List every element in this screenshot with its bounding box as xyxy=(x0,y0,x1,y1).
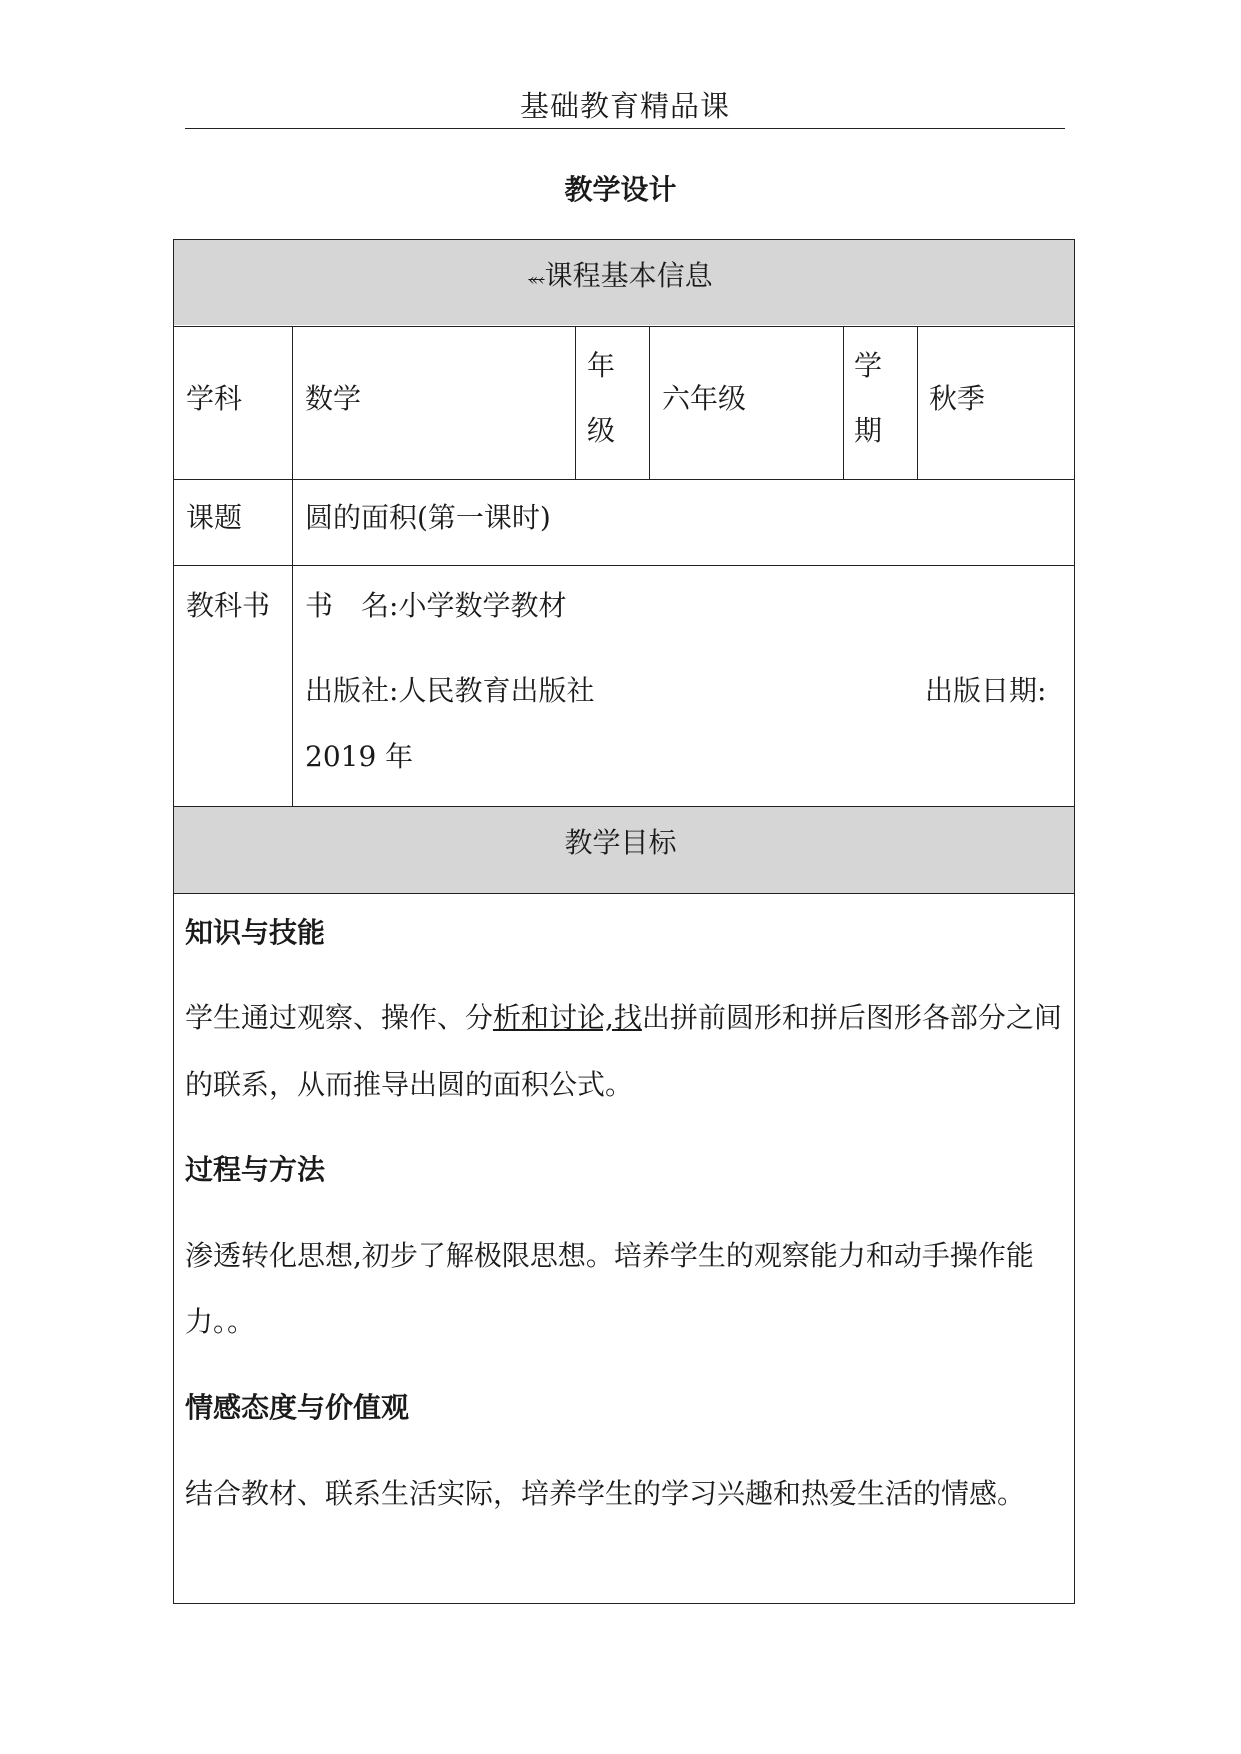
page-header: 基础教育精品课 xyxy=(519,89,730,123)
book-name-value: 小学数学教材 xyxy=(398,589,567,622)
knowledge-text-c: 出拼前圆形和拼后图形各部分之间 xyxy=(641,1001,1062,1034)
process-text-line-1: 渗透转化思想,初步了解极限思想。培养学生的观察能力和动手操作能 xyxy=(185,1239,1034,1272)
knowledge-title: 知识与技能 xyxy=(185,916,326,949)
process-text-line-2: 力。。 xyxy=(185,1305,256,1338)
knowledge-text-underlined: 析和讨论,找 xyxy=(493,1001,642,1034)
row-divider xyxy=(173,479,1075,480)
row-divider xyxy=(173,893,1075,894)
term-label-bottom: 期 xyxy=(854,414,883,447)
emotion-text: 结合教材、联系生活实际，培养学生的学习兴趣和热爱生活的情感。 xyxy=(185,1477,1026,1510)
objectives-heading: 教学目标 xyxy=(564,826,677,859)
course-info-heading-text: 课程基本信息 xyxy=(544,259,713,292)
subject-label: 学科 xyxy=(186,382,243,415)
course-info-heading xyxy=(0,254,1241,294)
textbook-label: 教科书 xyxy=(186,589,271,622)
row-divider xyxy=(173,565,1075,566)
heading-mark: «‹ xyxy=(528,270,545,289)
term-label-top: 学 xyxy=(854,349,883,382)
term-value: 秋季 xyxy=(929,382,986,415)
emotion-title: 情感态度与价值观 xyxy=(185,1391,410,1424)
row-divider xyxy=(173,806,1075,807)
knowledge-text-line-2: 的联系，从而推导出圆的面积公式。 xyxy=(185,1068,634,1101)
document-title: 教学设计 xyxy=(564,173,677,206)
publisher-value: 人民教育出版社 xyxy=(398,674,595,707)
grade-label-bottom: 级 xyxy=(587,414,616,447)
process-title: 过程与方法 xyxy=(185,1153,326,1186)
subject-value: 数学 xyxy=(305,382,362,415)
row-divider xyxy=(173,326,1075,327)
col-divider xyxy=(649,326,650,479)
grade-value: 六年级 xyxy=(662,382,747,415)
publisher-line xyxy=(305,669,594,709)
knowledge-text-a: 学生通过观察、操作、分 xyxy=(185,1001,494,1034)
topic-value: 圆的面积(第一课时) xyxy=(305,501,551,534)
topic-label: 课题 xyxy=(186,501,243,534)
book-name-label: 书 名: xyxy=(305,589,399,622)
col-divider xyxy=(843,326,844,479)
pubdate-label: 出版日期: xyxy=(925,674,1047,707)
col-divider xyxy=(917,326,918,479)
col-divider xyxy=(292,326,293,806)
publisher-label: 出版社: xyxy=(305,674,399,707)
header-rule xyxy=(185,128,1065,129)
book-name-line xyxy=(305,584,566,624)
knowledge-text-line-1 xyxy=(185,996,1062,1036)
col-divider xyxy=(575,326,576,479)
pubdate-value: 2019 年 xyxy=(305,740,414,773)
grade-label-top: 年 xyxy=(587,349,616,382)
